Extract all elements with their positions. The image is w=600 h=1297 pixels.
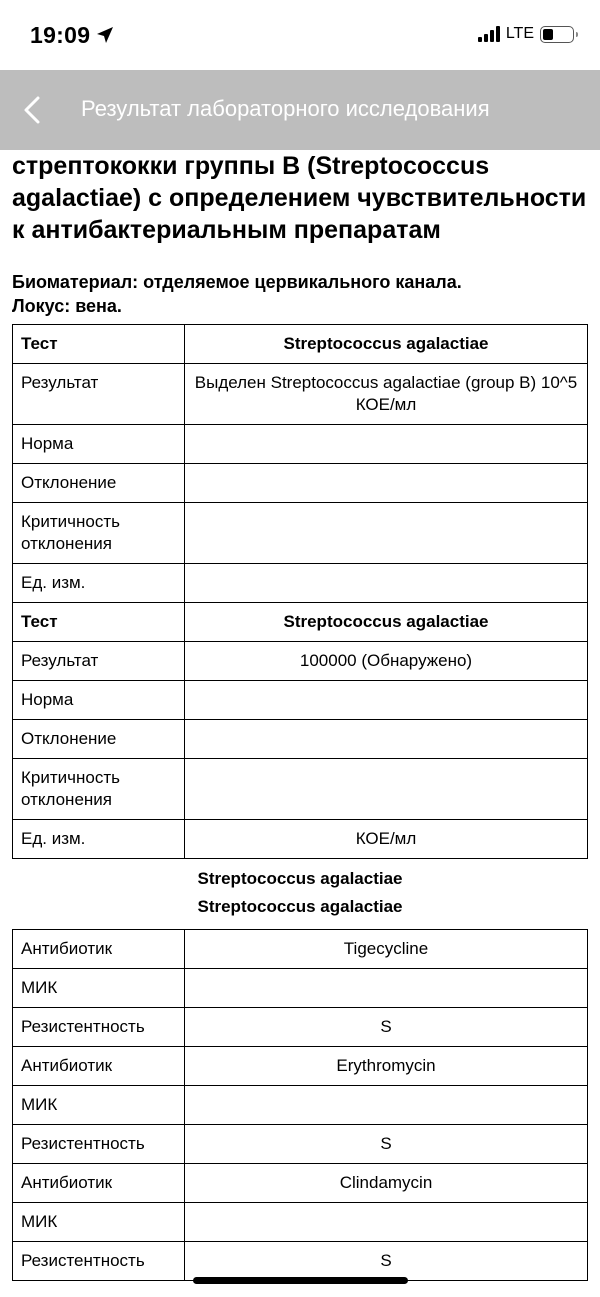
row-value (185, 681, 588, 720)
row-value (185, 564, 588, 603)
row-value (185, 1086, 588, 1125)
home-indicator (193, 1277, 408, 1284)
row-value (185, 464, 588, 503)
table-row (13, 930, 588, 969)
table-row (13, 325, 588, 364)
table-row (13, 1164, 588, 1203)
row-label: МИК (13, 1086, 185, 1125)
organism-headings (12, 865, 588, 921)
navigation-bar (0, 70, 600, 150)
table-row (13, 503, 588, 564)
signal-strength-icon (478, 26, 500, 42)
row-label: Резистентность (13, 1242, 185, 1281)
table-row (13, 820, 588, 859)
status-bar (0, 0, 600, 70)
table-row (13, 364, 588, 425)
row-value (185, 720, 588, 759)
row-value: S (185, 1008, 588, 1047)
row-label: Ед. изм. (13, 820, 185, 859)
row-value (185, 759, 588, 820)
antibiotic-table (12, 929, 588, 1281)
row-label: Антибиотик (13, 1047, 185, 1086)
table-row (13, 425, 588, 464)
row-label: Ед. изм. (13, 564, 185, 603)
organism-heading: Streptococcus agalactiae (197, 869, 403, 888)
row-value: Erythromycin (185, 1047, 588, 1086)
row-label: Норма (13, 425, 185, 464)
row-value: КОЕ/мл (185, 820, 588, 859)
table-row (13, 1047, 588, 1086)
results-table (12, 324, 588, 859)
back-button[interactable] (18, 94, 48, 126)
row-label: Отклонение (13, 464, 185, 503)
table-row (13, 1242, 588, 1281)
row-label: МИК (13, 1203, 185, 1242)
row-label: Результат (13, 364, 185, 425)
battery-icon (540, 26, 574, 43)
row-label: Резистентность (13, 1008, 185, 1047)
row-value: Выделен Streptococcus agalactiae (group B) 10^5 КОЕ/мл (185, 364, 588, 425)
nav-title: Результат лабораторного исследования (81, 96, 490, 121)
report-title: стрептококки группы В (Streptococcus agalactiae) с определением чувствительности к антибактериальным препаратам (12, 152, 587, 244)
row-label: Отклонение (13, 720, 185, 759)
row-value: S (185, 1242, 588, 1281)
row-value: Tigecycline (185, 930, 588, 969)
table-row (13, 1086, 588, 1125)
row-label: Антибиотик (13, 1164, 185, 1203)
row-label: Антибиотик (13, 930, 185, 969)
row-value (185, 425, 588, 464)
chevron-left-icon (18, 94, 48, 126)
status-indicators (478, 25, 574, 43)
row-label: Критичность отклонения (13, 503, 185, 564)
biomaterial-line: Биоматериал: отделяемое цервикального канала. (12, 272, 462, 292)
locus-line: Локус: вена. (12, 296, 122, 316)
status-time (30, 22, 114, 50)
table-row (13, 969, 588, 1008)
row-label: Норма (13, 681, 185, 720)
table-row (13, 603, 588, 642)
location-arrow-icon (96, 23, 114, 50)
row-label: Результат (13, 642, 185, 681)
row-value: S (185, 1125, 588, 1164)
table-row (13, 1008, 588, 1047)
network-type: LTE (505, 25, 534, 42)
table-row (13, 1125, 588, 1164)
row-value: Clindamycin (185, 1164, 588, 1203)
row-label: Критичность отклонения (13, 759, 185, 820)
table-row (13, 681, 588, 720)
row-label: Тест (13, 603, 185, 642)
row-value (185, 1203, 588, 1242)
row-value: Streptococcus agalactiae (185, 603, 588, 642)
row-label: Тест (13, 325, 185, 364)
row-value (185, 969, 588, 1008)
row-label: Резистентность (13, 1125, 185, 1164)
row-label: МИК (13, 969, 185, 1008)
table-row (13, 464, 588, 503)
row-value: Streptococcus agalactiae (185, 325, 588, 364)
table-row (13, 564, 588, 603)
clock: 19:09 (30, 22, 91, 48)
table-row (13, 1203, 588, 1242)
table-row (13, 759, 588, 820)
row-value (185, 503, 588, 564)
biomaterial-info (12, 270, 588, 318)
table-row (13, 720, 588, 759)
organism-heading: Streptococcus agalactiae (197, 897, 403, 916)
table-row (13, 642, 588, 681)
row-value: 100000 (Обнаружено) (185, 642, 588, 681)
report-content (0, 150, 600, 1281)
